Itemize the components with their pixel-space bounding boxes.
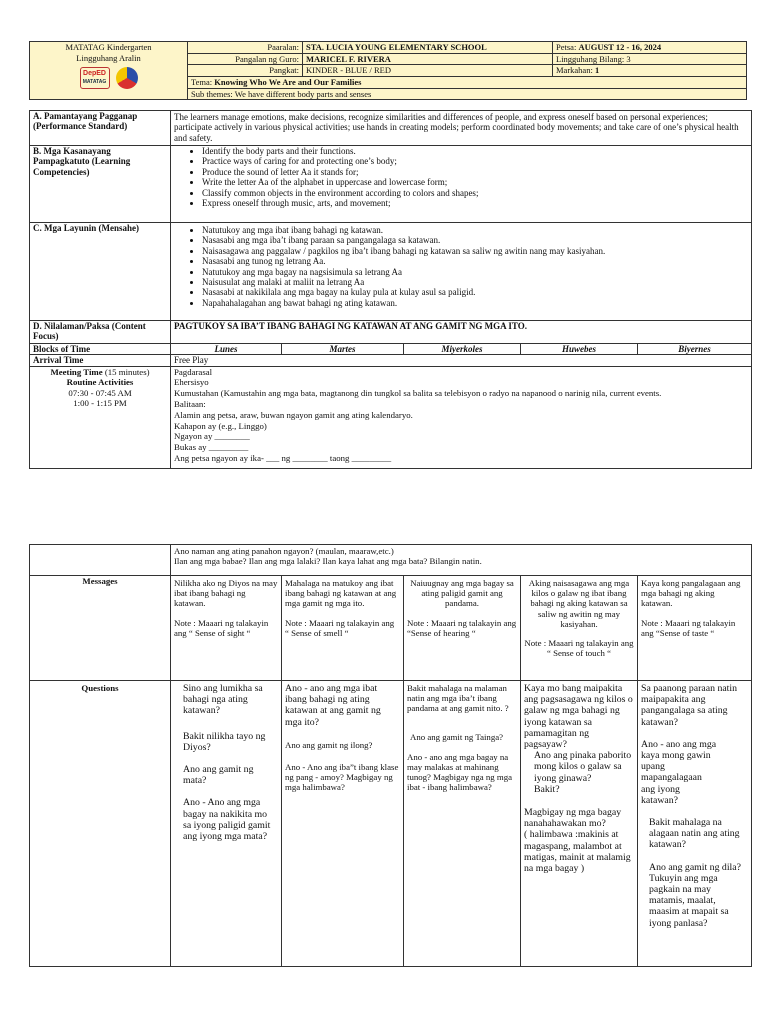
meeting-line: Kahapon ay (e.g., Linggo): [174, 420, 267, 431]
logo-group: [33, 67, 184, 89]
date-value: AUGUST 12 - 16, 2024: [578, 42, 662, 52]
list-item: • Identify the body parts and their functions.: [202, 146, 748, 156]
routine-label: Routine Activities: [66, 377, 134, 388]
questions-label: Questions: [81, 683, 119, 693]
meeting-time-pm: 1:00 - 1:15 PM: [73, 398, 127, 409]
questions-martes: Ano - ano ang mga ibat ibang bahagi ng ating katawan at ang gamit ng mga ito? Ano ang gamit ng ilong? Ano - Ano ang iba”t ibang klase ng pang - amoy? Magbigay ng mga halimbawa?: [282, 681, 404, 967]
section-d-text: PAGTUKOY SA IBA’T IBANG BAHAGI NG KATAWAN AT ANG GAMIT NG MGA ITO.: [174, 321, 527, 331]
grade-value: KINDER - BLUE / RED: [303, 65, 553, 77]
section-c-label: C. Mga Layunin (Mensahe): [30, 223, 171, 321]
meeting-line: Balitaan:: [174, 398, 206, 409]
meeting-content: [171, 366, 752, 468]
arrival-label: Arrival Time: [30, 355, 171, 366]
list-item: • Write the letter Aa of the alphabet in uppercase and lowercase form;: [202, 177, 748, 187]
questions-biyernes: Sa paanong paraan natin maipapakita ang pangangalaga sa ating katawan? Ano - ano ang mga kaya mong gawin upang mapangalagaan ang iyong katawan? Bakit mahalaga na alagaan natin ang ating katawan? Ano ang gamit ng dila? Tukuyin ang mga pagkain na may matamis, maalat, maasim at mapait sa iyong panlasa?: [638, 681, 752, 967]
day-miyerkoles: Miyerkoles: [404, 344, 521, 355]
deped-logo-icon: DepED MATATAG: [80, 67, 110, 89]
list-item: • Naisusulat ang malaki at maliit na letrang Aa: [202, 277, 748, 287]
quarter-label: Markahan:: [556, 65, 593, 75]
day-martes: Martes: [282, 344, 404, 355]
message-martes: Mahalaga na matukoy ang ibat ibang bahagi ng katawan at ang mga gamit ng mga ito. Note : Maaari ng talakayin ang “ Sense of smell “: [282, 576, 404, 681]
theme-label: Tema:: [191, 76, 213, 87]
teacher-name: MARICEL F. RIVERA: [306, 53, 391, 64]
date-label: Petsa:: [556, 42, 577, 52]
list-item: • Nasasabi ang mga iba’t ibang paraan sa pangangalaga sa katawan.: [202, 235, 748, 245]
grade-label: Pangkat:: [188, 65, 303, 77]
lesson-table-continued: [29, 544, 752, 967]
meeting-line: Ehersisyo: [174, 377, 209, 388]
school-name: STA. LUCIA YOUNG ELEMENTARY SCHOOL: [306, 42, 487, 52]
list-item: • Express oneself through music, arts, and movement;: [202, 198, 748, 208]
section-a-label: A. Pamantayang Pagganap (Performance Standard): [30, 111, 171, 146]
meeting-line: Ngayon ay ________: [174, 431, 250, 442]
left-subtitle: Lingguhang Aralin: [76, 52, 141, 63]
list-item: • Natutukoy ang mga ibat ibang bahagi ng katawan.: [202, 225, 748, 235]
list-item: • Classify common objects in the environment according to colors and shapes;: [202, 188, 748, 198]
meeting-line: Kumustahan (Kamustahin ang mga bata, magtanong din tungkol sa balita sa telebisyon o radyo na napanood o narinig nila, current events.: [174, 388, 662, 399]
section-b-content: [171, 146, 752, 223]
meeting-line: Ang petsa ngayon ay ika- ___ ng ________ taong _________: [174, 452, 392, 463]
theme-value: Knowing Who We Are and Our Families: [214, 76, 362, 87]
questions-miyerkoles: Bakit mahalaga na malaman natin ang mga iba’t ibang pandama at ang gamit nito. ? Ano ang gamit ng Tainga? Ano - ano ang mga bagay na may malakas at mahinang tunog? Magbigay nga ng mga ibat - ibang halimbawa?: [404, 681, 521, 967]
count-question: Ilan ang mga babae? Ilan ang mga lalaki? Ilan kaya lahat ang mga bata? Bilangin natin.: [174, 556, 482, 567]
list-item: • Natutukoy ang mga bagay na nagsisimula sa letrang Aa: [202, 267, 748, 277]
competency-list: [174, 146, 748, 208]
header-left-cell: [30, 42, 188, 100]
meeting-line: Pagdarasal: [174, 366, 213, 377]
meeting-line: Alamin ang petsa, araw, buwan ngayon gamit ang ating kalendaryo.: [174, 409, 413, 420]
meeting-line: Bukas ay _________: [174, 442, 249, 453]
teacher-label: Pangalan ng Guro:: [188, 53, 303, 65]
arrival-text: Free Play: [171, 355, 752, 366]
school-label: Paaralan:: [188, 42, 303, 54]
messages-label: Messages: [82, 576, 118, 586]
quarter-value: 1: [594, 65, 600, 75]
list-item: • Napahahalagahan ang bawat bahagi ng ating katawan.: [202, 298, 748, 308]
lesson-table: [29, 110, 752, 469]
day-lunes: Lunes: [171, 344, 282, 355]
day-huwebes: Huwebes: [521, 344, 638, 355]
message-miyerkoles: Naiuugnay ang mga bagay sa ating paligid gamit ang pandama. Note : Maaari ng talakayin ang “Sense of hearing “: [404, 576, 521, 681]
section-c-content: [171, 223, 752, 321]
section-a-text: The learners manage emotions, make decisions, recognize similarities and differences of people, and express oneself based on personal experiences; participate actively in various physical activities; use hands in creating models; perform coordinated body movements; and take care of one’s physical health and safety.: [171, 111, 752, 146]
message-biyernes: Kaya kong pangalagaan ang mga bahagi ng aking katawan. Note : Maaari ng talakayin ang “Sense of taste “: [638, 576, 752, 681]
list-item: • Practice ways of caring for and protecting one’s body;: [202, 156, 748, 166]
weather-question: Ano naman ang ating panahon ngayon? (maulan, maaraw,etc.): [174, 546, 394, 556]
meeting-label-cell: Meeting Time (15 minutes) Routine Activities 07:30 - 07:45 AM 1:00 - 1:15 PM: [30, 366, 171, 468]
left-title: MATATAG Kindergarten: [65, 42, 152, 52]
week-label: Lingguhang Bilang: 3: [553, 53, 747, 65]
list-item: • Nasasabi at nakikilala ang mga bagay na kulay pula at kulay asul sa paligid.: [202, 287, 748, 297]
questions-lunes: Sino ang lumikha sa bahagi nga ating katawan? Bakit nilikha tayo ng Diyos? Ano ang gamit ng mata? Ano - Ano ang mga bagay na nakikita mo sa iyong paligid gamit ang iyong mga mata?: [171, 681, 282, 967]
list-item: • Nasasabi ang tunog ng letrang Aa.: [202, 256, 748, 266]
meeting-time-am: 07:30 - 07:45 AM: [68, 387, 132, 398]
bagong-pilipinas-logo-icon: [116, 67, 138, 89]
questions-huwebes: Kaya mo bang maipakita ang pagsasagawa ng kilos o galaw ng mga bahagi ng iyong katawan sa pamamagitan ng pagsayaw? Ano ang pinaka paborito mong kilos o galaw sa iyong ginawa? Bakit? Magbigay ng mga bagay nanahahawakan mo? ( halimbawa :makinis at magaspang, malambot at matigas, mainit at malamig na mga bagay ): [521, 681, 638, 967]
header-table: [29, 41, 747, 100]
subtheme: Sub themes: We have different body parts and senses: [188, 88, 747, 100]
list-item: • Produce the sound of letter Aa it stands for;: [202, 167, 748, 177]
day-biyernes: Biyernes: [638, 344, 752, 355]
meeting-label: Meeting Time: [50, 366, 103, 377]
blocks-label: Blocks of Time: [30, 344, 171, 355]
section-b-label: B. Mga Kasanayang Pampagkatuto (Learning Competencies): [30, 146, 171, 223]
objective-list: [174, 225, 748, 308]
list-item: • Naisasagawa ang paggalaw / pagkilos ng iba’t ibang bahagi ng katawan sa saliw ng awitin nang may kasiyahan.: [202, 246, 748, 256]
message-lunes: Nilikha ako ng Diyos na may ibat ibang bahagi ng katawan. Note : Maaari ng talakayin ang “ Sense of sight “: [171, 576, 282, 681]
message-huwebes: Aking naisasagawa ang mga kilos o galaw ng ibat ibang bahagi ng aking katawan sa saliw ng awitin ng may kasiyahan. Note : Maaari ng talakayin ang “ Sense of touch “: [521, 576, 638, 681]
section-d-label: D. Nilalaman/Paksa (Content Focus): [30, 321, 171, 344]
